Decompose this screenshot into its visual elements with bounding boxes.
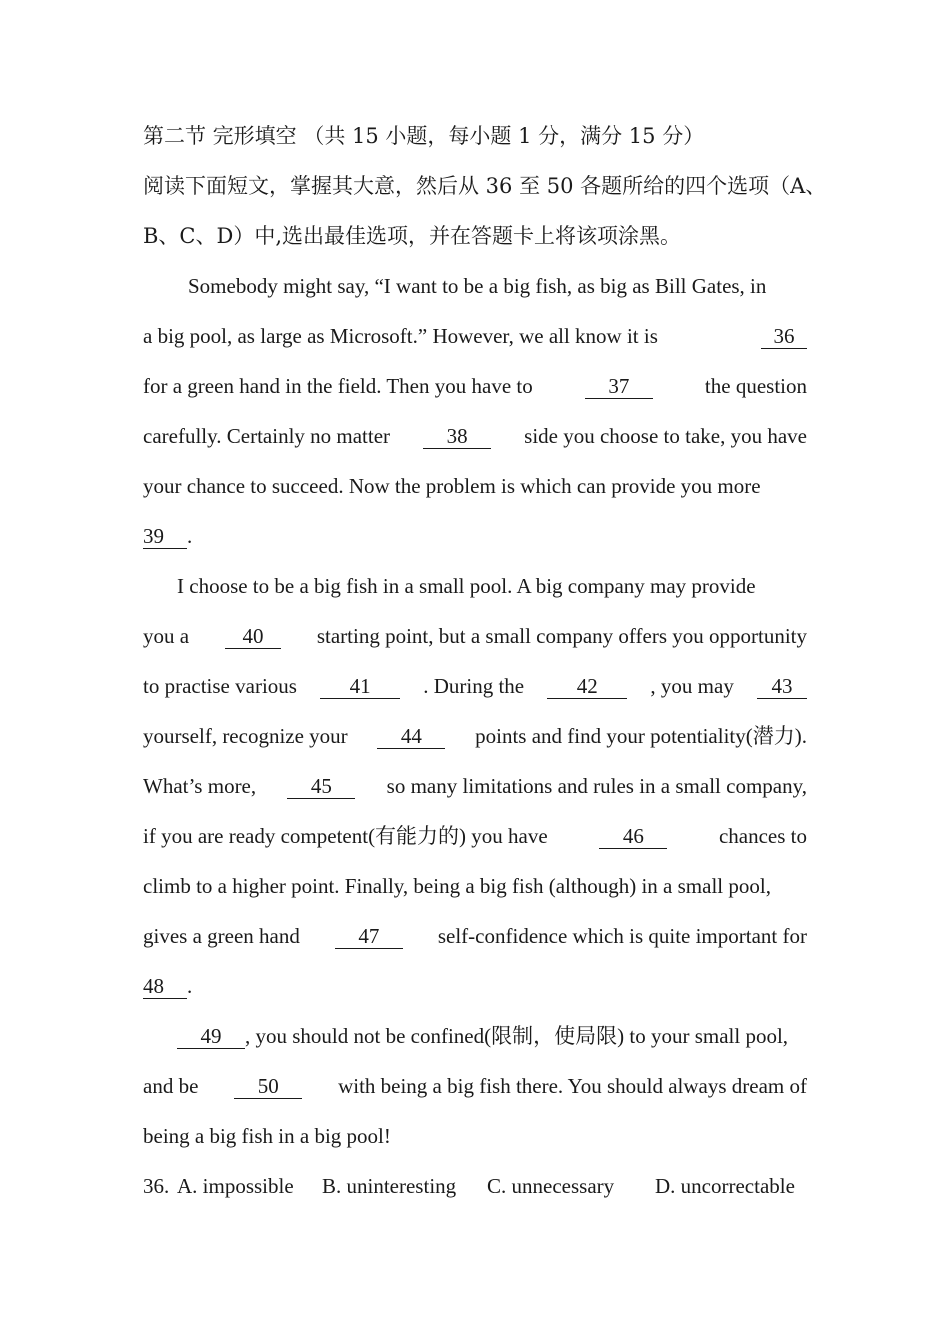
p2-line-4	[143, 716, 807, 756]
p1-line-4	[143, 416, 807, 456]
p2-line-6	[143, 816, 807, 856]
p2-text: gives a green hand	[143, 924, 300, 948]
p1-line-2	[143, 316, 807, 356]
blank-49: 49	[177, 1024, 245, 1049]
q36-option-d: D. uncorrectable	[655, 1174, 795, 1198]
blank-38: 38	[423, 424, 491, 449]
p2-line-5	[143, 766, 807, 806]
p2-line-2	[143, 616, 807, 656]
blank-42: 42	[547, 674, 627, 699]
p2-period: .	[187, 974, 193, 998]
blank-46: 46	[599, 824, 667, 849]
blank-44: 44	[377, 724, 445, 749]
p2-text: , you may	[650, 674, 734, 698]
p2-text: . During the	[423, 674, 525, 698]
p1-text: carefully. Certainly no matter	[143, 424, 391, 448]
p1-text: the question	[704, 374, 807, 398]
instructions-line-1: 阅读下面短文，掌握其大意，然后从 36 至 50 各题所给的四个选项（A、	[143, 174, 827, 198]
p3-line-3: being a big fish in a big pool!	[143, 1124, 391, 1148]
p2-text: yourself, recognize your	[143, 724, 348, 748]
blank-50: 50	[234, 1074, 302, 1099]
p1-text: side you choose to take, you have	[524, 424, 807, 448]
p1-line-3	[143, 366, 807, 406]
blank-41: 41	[320, 674, 400, 699]
p3-line-1	[177, 1016, 817, 1056]
q36-option-c: C. unnecessary	[487, 1174, 615, 1198]
p2-line-7: climb to a higher point. Finally, being a big fish (although) in a small pool,	[143, 874, 771, 898]
p2-line-9	[143, 966, 807, 1006]
p3-text: , you should not be confined(限制，使局限) to your small pool,	[245, 1024, 789, 1048]
p2-line-1: I choose to be a big fish in a small pool. A big company may provide	[177, 574, 756, 598]
p2-line-8	[143, 916, 807, 956]
p2-text: points and find your potentiality(潜力).	[475, 724, 807, 748]
blank-36: 36	[761, 324, 807, 349]
p3-text: and be	[143, 1074, 199, 1098]
blank-43: 43	[757, 674, 807, 699]
q36-number: 36.	[143, 1174, 170, 1198]
p2-text: starting point, but a small company offers you opportunity	[316, 624, 807, 648]
p2-text: so many limitations and rules in a small company,	[386, 774, 807, 798]
p2-text: if you are ready competent(有能力的) you have	[143, 824, 548, 848]
p2-text: What’s more,	[143, 774, 257, 798]
p1-period: .	[187, 524, 193, 548]
p1-text: a big pool, as large as Microsoft.” However, we all know it is	[143, 324, 658, 348]
p2-text: self-confidence which is quite important for	[437, 924, 807, 948]
p2-text: to practise various	[143, 674, 297, 698]
blank-39: 39	[143, 524, 187, 549]
blank-48: 48	[143, 974, 187, 999]
q36-option-b: B. uninteresting	[322, 1174, 457, 1198]
q36-option-a: A. impossible	[177, 1174, 294, 1198]
p2-line-3	[143, 666, 807, 706]
p1-line-6	[143, 516, 807, 556]
p1-text: for a green hand in the field. Then you have to	[143, 374, 533, 398]
blank-47: 47	[335, 924, 403, 949]
question-36	[143, 1166, 813, 1206]
section-title: 第二节 完形填空 （共 15 小题，每小题 1 分，满分 15 分）	[143, 124, 705, 148]
p2-text: chances to	[718, 824, 807, 848]
blank-37: 37	[585, 374, 653, 399]
blank-45: 45	[287, 774, 355, 799]
blank-40: 40	[225, 624, 281, 649]
p1-line-1: Somebody might say, “I want to be a big fish, as big as Bill Gates, in	[188, 274, 767, 298]
p1-line-5: your chance to succeed. Now the problem is which can provide you more	[143, 474, 761, 498]
p3-text: with being a big fish there. You should always dream of	[338, 1074, 807, 1098]
p3-line-2	[143, 1066, 807, 1106]
p2-text: you a	[143, 624, 190, 648]
instructions-line-2: B、C、D）中,选出最佳选项，并在答题卡上将该项涂黑。	[143, 224, 682, 248]
